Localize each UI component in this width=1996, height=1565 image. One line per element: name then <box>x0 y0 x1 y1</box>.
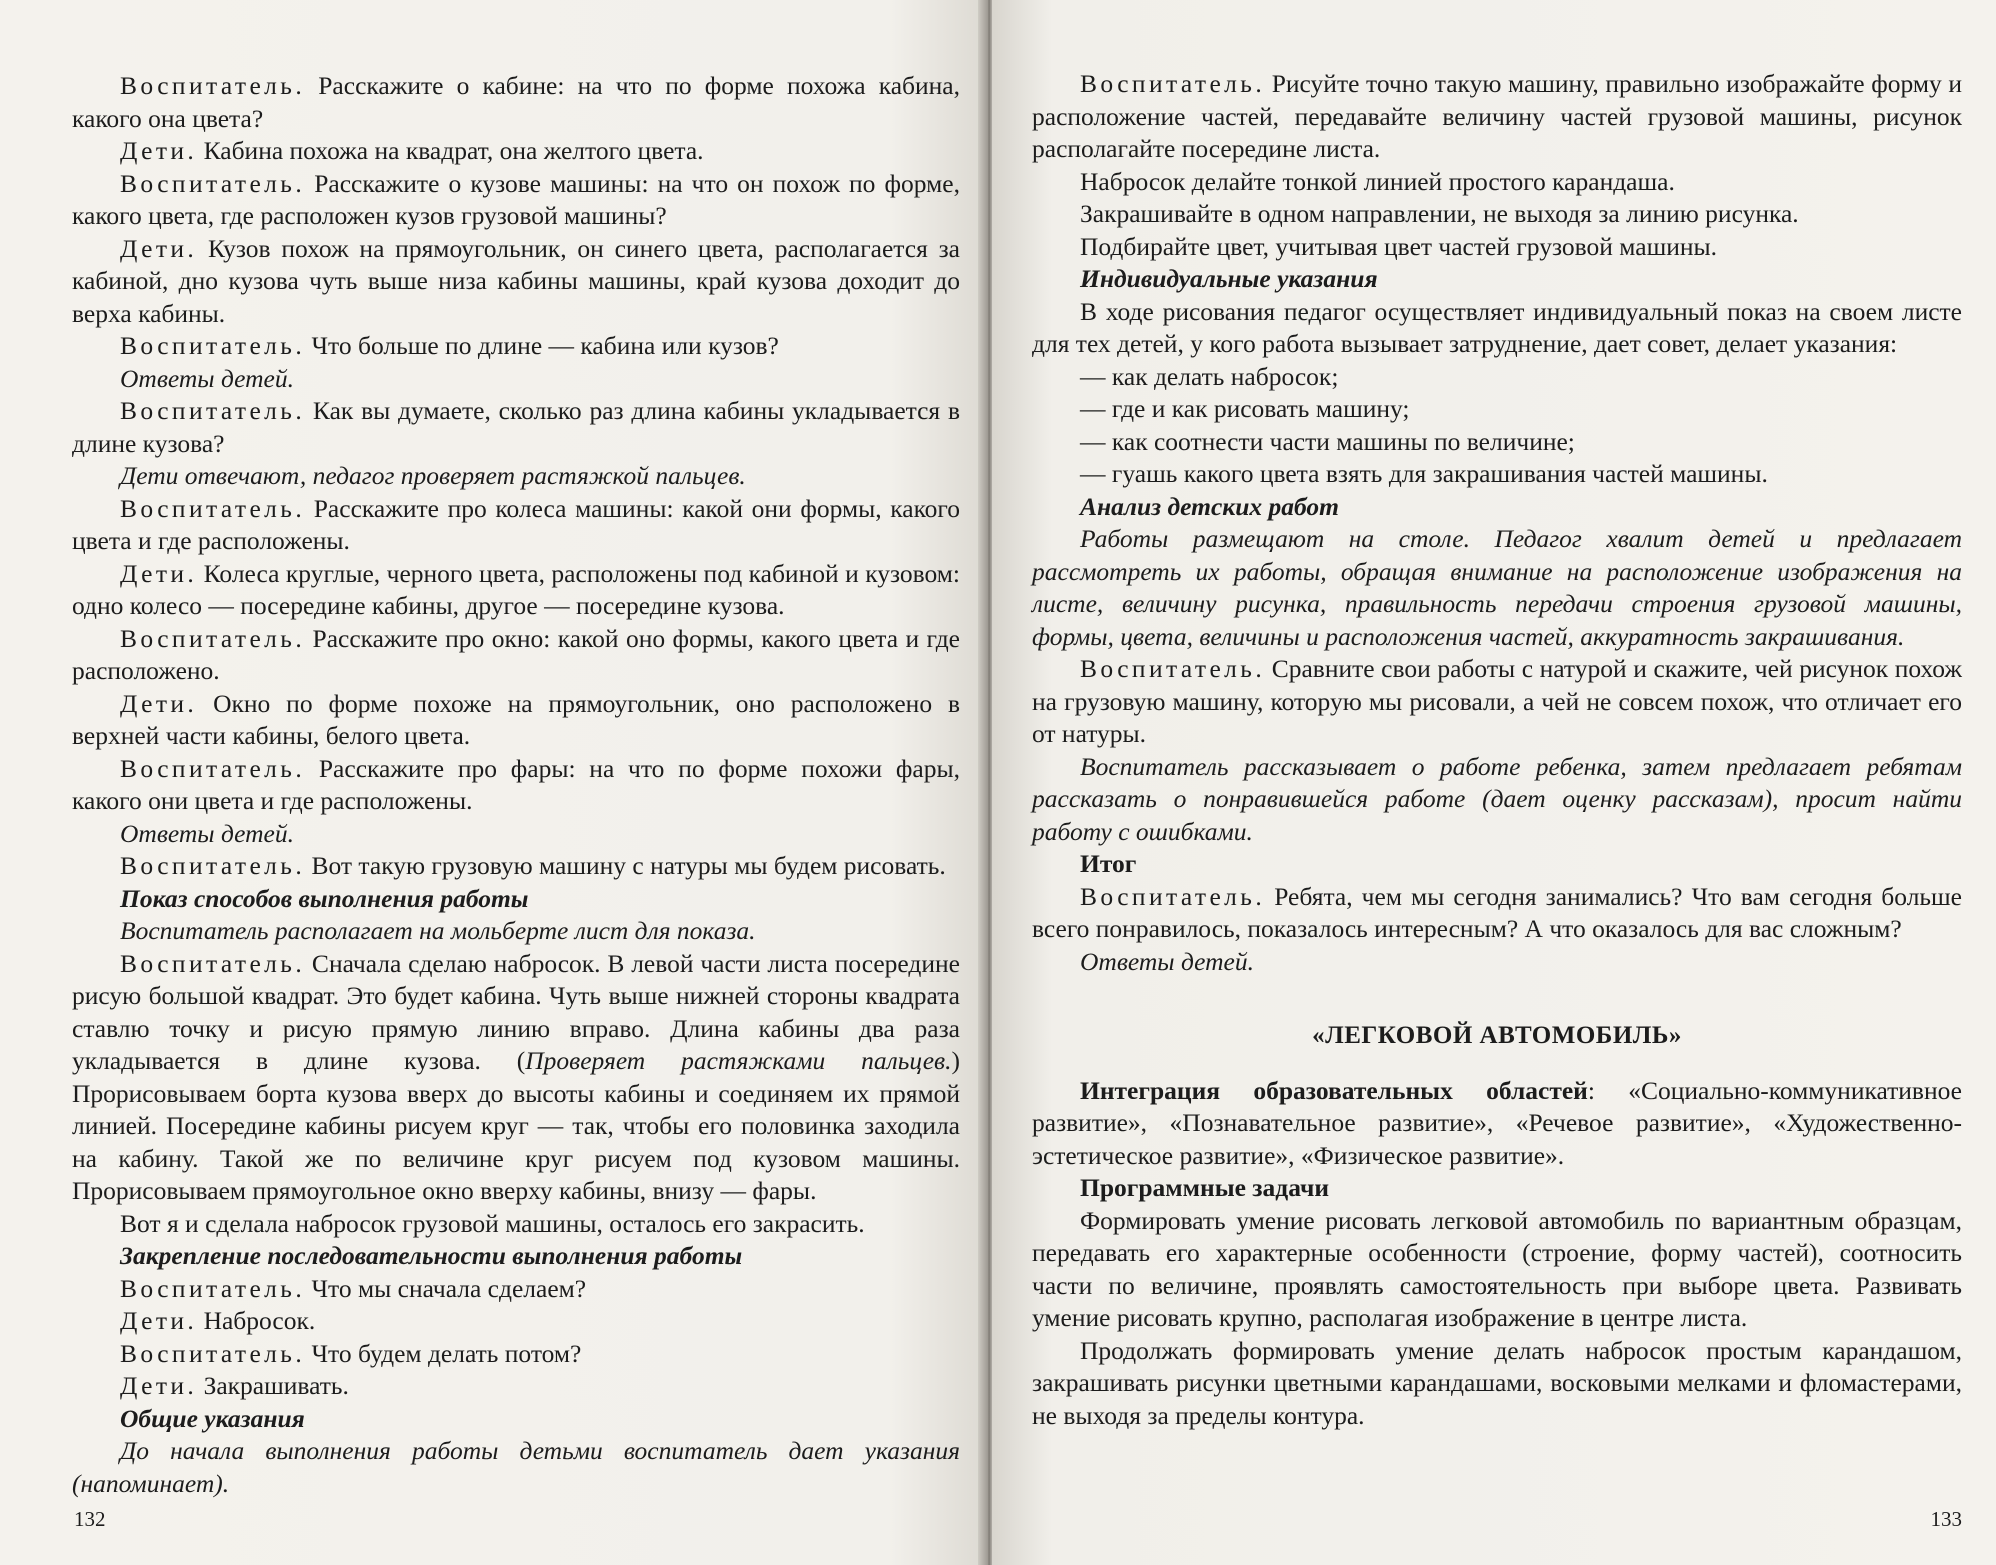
speaker-label: Воспитатель. <box>120 396 306 425</box>
paragraph-text: Что больше по длине — кабина или кузов? <box>305 331 779 360</box>
stage-direction: Дети отвечают, педагог проверяет растяжкой пальцев. <box>120 461 746 490</box>
paragraph-text: Закрашивать. <box>197 1371 349 1400</box>
section-heading: Показ способов выполнения работы <box>120 883 529 913</box>
right-page <box>992 0 1996 1565</box>
speaker-label: Воспитатель. <box>120 168 306 198</box>
paragraph: Продолжать формировать умение делать набросок простым карандашом, закрашивать рисунки цветными карандашами, восковыми мелками и фломастерами, не выходя за пределы контура. <box>1032 1335 1962 1430</box>
paragraph-text: Расскажите про колеса машины: какой они формы, какого цвета и где расположены. <box>72 493 960 555</box>
stage-direction: Ответы детей. <box>120 818 294 848</box>
speaker-label: Воспитатель. <box>120 851 306 880</box>
paragraph <box>72 395 960 460</box>
speaker-label: Воспитатель. <box>120 753 306 783</box>
paragraph <box>72 1208 960 1241</box>
section-heading: Анализ детских работ <box>1080 491 1339 521</box>
paragraph-text: Что мы сначала сделаем? <box>305 1273 587 1303</box>
paragraph <box>72 850 960 883</box>
section-heading: Индивидуальные указания <box>1080 264 1378 293</box>
paragraph <box>72 168 960 233</box>
paragraph-text: Вот я и сделала набросок грузовой машины, осталось его закрасить. <box>120 1208 865 1238</box>
speaker-label: Воспитатель. <box>120 493 306 523</box>
paragraph-text: Набросок. <box>197 1306 316 1335</box>
paragraph-text: Сначала сделаю набросок. В левой части листа посередине рисую большой квадрат. Это будет кабина. Чуть выше нижней стороны квадрата ставлю точку и рисую прямую линию вправо. Длина кабины два раза укладывается в длине кузова. ( <box>72 948 960 1075</box>
left-page-text <box>72 70 960 1500</box>
list-item: — как соотнести части машины по величине; <box>1080 426 1575 456</box>
paragraph-text: ) Прорисовываем борта кузова вверх до высоты кабины и соединяем их прямой линией. Посередине кабины рисуем круг — так, чтобы его половинка заходила на кабину. Такой же по величине круг рисуем под кузовом машины. Прорисовываем прямоугольное окно вверху кабины, внизу — фары. <box>72 1046 960 1205</box>
speaker-label: Дети. <box>120 1371 198 1400</box>
paragraph-text: Расскажите о кузове машины: на что он похож по форме, какого цвета, где расположен кузов грузовой машины? <box>72 168 960 230</box>
section-heading: Общие указания <box>120 1403 305 1433</box>
section-heading: Программные задачи <box>1080 1173 1330 1202</box>
section-heading: Закрепление последовательности выполнения работы <box>120 1241 743 1270</box>
paragraph <box>72 948 960 1208</box>
paragraph <box>72 1273 960 1306</box>
paragraph-text: Кузов похож на прямоугольник, он синего цвета, располагается за кабиной, дно кузова чуть выше низа кабины машины, край кузова доходит до верха кабины. <box>72 233 960 328</box>
speaker-label: Воспитатель. <box>120 948 306 978</box>
speaker-label: Дети. <box>120 136 198 165</box>
left-page <box>0 0 988 1565</box>
paragraph <box>72 1305 960 1338</box>
paragraph <box>72 558 960 623</box>
paragraph: Формировать умение рисовать легковой автомобиль по вариантным образцам, передавать его характерные особенности (строение, форму частей), соотносить части по величине, проявлять самостоятельность при выборе цвета. Развивать умение рисовать крупно, располагая изображение в центре листа. <box>1032 1205 1962 1332</box>
speaker-label: Дети. <box>120 1306 198 1335</box>
speaker-label: Дети. <box>120 233 198 263</box>
paragraph <box>72 688 960 753</box>
paragraph <box>72 1338 960 1371</box>
paragraph-text: Колеса круглые, черного цвета, расположены под кабиной и кузовом: одно колесо — посередине кабины, другое — посередине кузова. <box>72 558 960 620</box>
speaker-label: Воспитатель. <box>120 623 306 653</box>
paragraph-text: Расскажите про фары: на что по форме похожи фары, какого они цвета и где расположены. <box>72 753 960 815</box>
paragraph: Ответы детей. <box>1080 946 1254 976</box>
paragraph <box>72 135 960 168</box>
paragraph: Воспитатель рассказывает о работе ребенка, затем предлагает ребятам рассказать о понравившейся работе (дает оценку рассказам), просит найти работу с ошибками. <box>1032 751 1962 846</box>
paragraph <box>72 493 960 558</box>
paragraph: Воспитатель. Ребята, чем мы сегодня занимались? Что вам сегодня больше всего понравилось, показалось интересным? А что оказалось для вас сложным? <box>1032 881 1962 943</box>
page-number: 132 <box>74 1506 106 1531</box>
paragraph: Работы размещают на столе. Педагог хвалит детей и предлагает рассмотреть их работы, обращая внимание на расположение изображения на листе, величину рисунка, правильность передачи строения грузовой машины, формы, цвета, величины и расположения частей, аккуратность закрашивания. <box>1032 524 1962 651</box>
paragraph: Набросок делайте тонкой линией простого карандаша. <box>1080 166 1675 196</box>
speaker-label: Воспитатель. <box>120 1273 306 1303</box>
speaker-label: Дети. <box>120 688 198 718</box>
stage-direction: Ответы детей. <box>120 363 294 393</box>
speaker-label: Дети. <box>120 558 198 588</box>
paragraph-text: Вот такую грузовую машину с натуры мы будем рисовать. <box>305 851 946 880</box>
page-number: 133 <box>1930 1506 1962 1531</box>
paragraph-text: Как вы думаете, сколько раз длина кабины укладывается в длине кузова? <box>72 396 960 458</box>
stage-direction: До начала выполнения работы детьми воспитатель дает указания (напоминает). <box>72 1436 960 1498</box>
paragraph <box>72 70 960 135</box>
speaker-label: Воспитатель. <box>120 331 306 360</box>
paragraph <box>72 623 960 688</box>
paragraph <box>72 753 960 818</box>
paragraph: Интеграция образовательных областей: «Социально-коммуникативное развитие», «Познавательное развитие», «Речевое развитие», «Художественно-эстетическое развитие», «Физическое развитие». <box>1032 1075 1962 1170</box>
inline-remark: Проверяет растяжками пальцев. <box>525 1046 952 1075</box>
paragraph: Воспитатель. Рисуйте точно такую машину, правильно изображайте форму и расположение частей, передавайте величину частей грузовой машины, рисунок располагайте посередине листа. <box>1032 69 1962 163</box>
paragraph <box>72 1370 960 1403</box>
paragraph-text: Что будем делать потом? <box>305 1338 582 1368</box>
section-title: «ЛЕГКОВОЙ АВТОМОБИЛЬ» <box>1312 1022 1682 1049</box>
paragraph-text: Кабина похожа на квадрат, она желтого цвета. <box>197 136 704 165</box>
paragraph: Подбирайте цвет, учитывая цвет частей грузовой машины. <box>1080 231 1718 261</box>
list-item: — как делать набросок; <box>1080 361 1339 391</box>
paragraph-text: Окно по форме похоже на прямоугольник, оно расположено в верхней части кабины, белого цвета. <box>72 688 960 750</box>
section-heading: Итог <box>1080 849 1137 878</box>
list-item: — где и как рисовать машину; <box>1080 394 1410 423</box>
paragraph-text: Расскажите о кабине: на что по форме похожа кабина, какого она цвета? <box>72 71 960 133</box>
list-item: — гуашь какого цвета взять для закрашивания частей машины. <box>1080 459 1768 488</box>
paragraph <box>72 233 960 331</box>
paragraph: В ходе рисования педагог осуществляет индивидуальный показ на своем листе для тех детей, у кого работа вызывает затруднение, дает совет, делает указания: <box>1032 296 1962 358</box>
paragraph <box>72 330 960 363</box>
paragraph-text: Расскажите про окно: какой оно формы, какого цвета и где расположено. <box>72 623 960 685</box>
speaker-label: Воспитатель. <box>120 1338 306 1368</box>
paragraph: Закрашивайте в одном направлении, не выходя за линию рисунка. <box>1080 199 1799 228</box>
paragraph: Воспитатель. Сравните свои работы с натурой и скажите, чей рисунок похож на грузовую машину, которую мы рисовали, а чей не совсем похож, что отличает его от натуры. <box>1032 654 1962 748</box>
speaker-label: Воспитатель. <box>120 71 306 100</box>
stage-direction: Воспитатель располагает на мольберте лист для показа. <box>120 916 756 945</box>
